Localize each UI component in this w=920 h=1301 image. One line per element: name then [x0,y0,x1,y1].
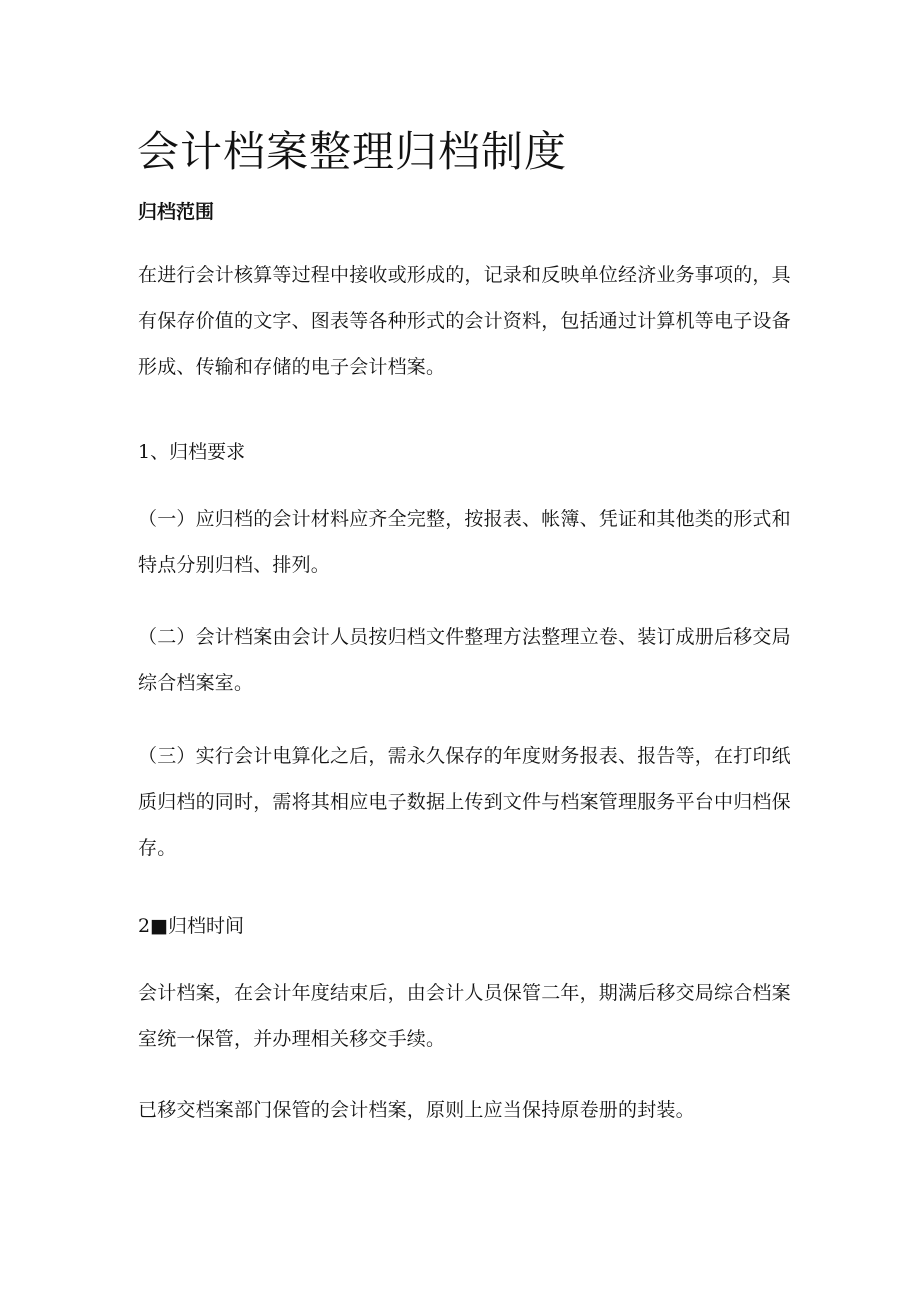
timing-separator: ■ [150,915,169,937]
scope-paragraph: 在进行会计核算等过程中接收或形成的，记录和反映单位经济业务事项的，具有保存价值的文字、图表等各种形式的会计资料，包括通过计算机等电子设备形成、传输和存储的电子会计档案。 [138,264,791,378]
requirement-item-1: （一）应归档的会计材料应齐全完整，按报表、帐簿、凭证和其他类的形式和特点分别归档、排列。 [138,508,791,576]
requirements-separator: 、 [150,441,170,463]
requirements-heading [138,438,245,466]
requirement-item-3: （三）实行会计电算化之后，需永久保存的年度财务报表、报告等，在打印纸质归档的同时，需将其相应电子数据上传到文件与档案管理服务平台中归档保存。 [138,745,791,859]
timing-heading-text: 归档时间 [168,915,245,937]
timing-paragraph-1: 会计档案，在会计年度结束后，由会计人员保管二年，期满后移交局综合档案室统一保管，并办理相关移交手续。 [138,982,791,1050]
document-title: 会计档案整理归档制度 [137,127,568,176]
section-heading-scope: 归档范围 [138,201,215,223]
timing-heading [138,912,244,940]
timing-number: 2 [138,915,151,937]
requirements-number: 1 [138,441,151,463]
timing-paragraph-2: 已移交档案部门保管的会计档案，原则上应当保持原卷册的封装。 [138,1099,695,1121]
requirements-heading-text: 归档要求 [169,441,246,463]
requirement-item-2: （二）会计档案由会计人员按归档文件整理方法整理立卷、装订成册后移交局综合档案室。 [138,626,791,694]
